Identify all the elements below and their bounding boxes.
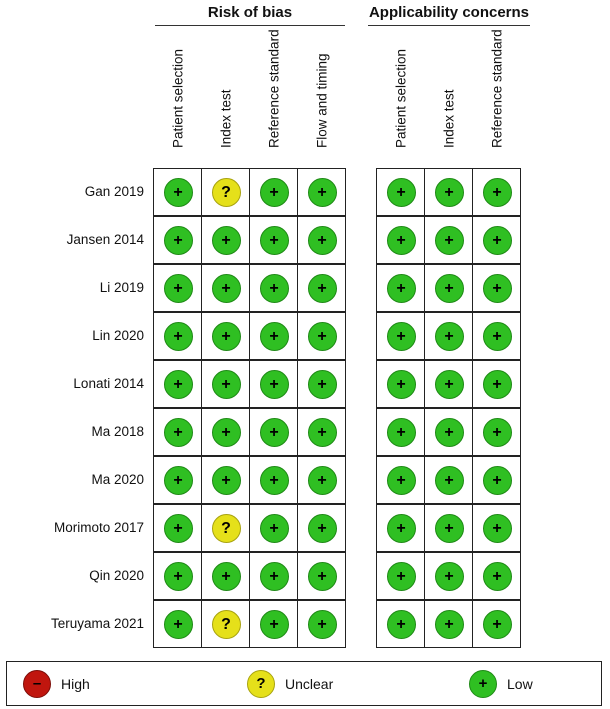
cell-risk-6-3 xyxy=(297,456,346,504)
cell-applicability-5-1 xyxy=(424,408,473,456)
study-label: Jansen 2014 xyxy=(66,232,144,247)
unclear-risk-icon: ? xyxy=(212,514,241,543)
low-risk-icon: + xyxy=(260,226,289,255)
low-risk-icon: + xyxy=(164,178,193,207)
cell-applicability-7-1 xyxy=(424,504,473,552)
low-risk-icon: + xyxy=(387,466,416,495)
low-risk-icon: + xyxy=(212,322,241,351)
risk-of-bias-title: Risk of bias xyxy=(207,4,293,21)
low-risk-icon: + xyxy=(308,322,337,351)
column-header-label: Flow and timing xyxy=(314,53,329,148)
cell-applicability-9-0 xyxy=(376,600,425,648)
low-risk-icon: + xyxy=(260,562,289,591)
cell-risk-8-1 xyxy=(201,552,250,600)
cell-risk-0-0 xyxy=(153,168,202,216)
cell-risk-9-2 xyxy=(249,600,298,648)
study-label: Qin 2020 xyxy=(89,568,144,583)
low-risk-icon: + xyxy=(308,418,337,447)
cell-risk-2-2 xyxy=(249,264,298,312)
low-risk-icon: + xyxy=(483,514,512,543)
low-risk-icon: + xyxy=(483,418,512,447)
low-risk-icon: + xyxy=(308,466,337,495)
low-risk-icon: + xyxy=(164,226,193,255)
cell-applicability-6-2 xyxy=(472,456,521,504)
cell-risk-9-1 xyxy=(201,600,250,648)
cell-risk-8-0 xyxy=(153,552,202,600)
column-header-risk_of_bias-1 xyxy=(201,30,250,163)
unclear-risk-icon: ? xyxy=(212,610,241,639)
cell-risk-1-2 xyxy=(249,216,298,264)
cell-applicability-1-0 xyxy=(376,216,425,264)
low-risk-icon: + xyxy=(260,610,289,639)
cell-risk-3-3 xyxy=(297,312,346,360)
cell-applicability-5-2 xyxy=(472,408,521,456)
cell-applicability-6-0 xyxy=(376,456,425,504)
low-risk-icon: + xyxy=(164,466,193,495)
low-risk-icon: + xyxy=(260,178,289,207)
low-risk-icon: + xyxy=(260,370,289,399)
study-label: Ma 2020 xyxy=(91,472,144,487)
applicability-line xyxy=(368,25,530,26)
low-risk-icon: + xyxy=(483,562,512,591)
legend-label: Low xyxy=(507,675,533,692)
legend-item-low xyxy=(469,662,533,705)
cell-applicability-9-1 xyxy=(424,600,473,648)
low-risk-icon: + xyxy=(308,178,337,207)
legend-item-high xyxy=(23,662,90,705)
cell-applicability-3-0 xyxy=(376,312,425,360)
low-risk-icon: + xyxy=(387,562,416,591)
study-label: Gan 2019 xyxy=(84,184,144,199)
cell-applicability-3-2 xyxy=(472,312,521,360)
cell-applicability-2-0 xyxy=(376,264,425,312)
low-risk-icon: + xyxy=(435,514,464,543)
column-header-label: Index test xyxy=(441,89,456,148)
low-risk-icon: + xyxy=(483,466,512,495)
low-risk-icon: + xyxy=(387,610,416,639)
low-risk-icon: + xyxy=(435,370,464,399)
low-risk-icon: + xyxy=(212,466,241,495)
cell-applicability-0-0 xyxy=(376,168,425,216)
study-label: Lin 2020 xyxy=(92,328,144,343)
low-risk-icon: + xyxy=(435,178,464,207)
cell-risk-7-1 xyxy=(201,504,250,552)
cell-risk-6-0 xyxy=(153,456,202,504)
cell-risk-4-3 xyxy=(297,360,346,408)
cell-risk-4-1 xyxy=(201,360,250,408)
low-legend-icon: + xyxy=(469,670,497,698)
low-risk-icon: + xyxy=(308,274,337,303)
cell-risk-2-1 xyxy=(201,264,250,312)
cell-risk-2-3 xyxy=(297,264,346,312)
study-label: Li 2019 xyxy=(99,280,144,295)
cell-applicability-7-2 xyxy=(472,504,521,552)
unclear-risk-icon: ? xyxy=(212,178,241,207)
low-risk-icon: + xyxy=(164,514,193,543)
low-risk-icon: + xyxy=(435,562,464,591)
study-label: Morimoto 2017 xyxy=(53,520,144,535)
legend-label: Unclear xyxy=(285,675,334,692)
low-risk-icon: + xyxy=(164,562,193,591)
cell-applicability-0-1 xyxy=(424,168,473,216)
column-header-label: Reference standard xyxy=(489,29,504,148)
cell-risk-6-2 xyxy=(249,456,298,504)
low-risk-icon: + xyxy=(308,370,337,399)
column-header-risk_of_bias-3 xyxy=(297,30,346,163)
low-risk-icon: + xyxy=(483,610,512,639)
cell-applicability-4-1 xyxy=(424,360,473,408)
low-risk-icon: + xyxy=(260,418,289,447)
column-header-applicability-0 xyxy=(376,30,425,163)
cell-risk-5-3 xyxy=(297,408,346,456)
low-risk-icon: + xyxy=(260,466,289,495)
low-risk-icon: + xyxy=(435,466,464,495)
cell-applicability-2-1 xyxy=(424,264,473,312)
cell-risk-0-1 xyxy=(201,168,250,216)
low-risk-icon: + xyxy=(260,274,289,303)
cell-risk-8-3 xyxy=(297,552,346,600)
low-risk-icon: + xyxy=(387,178,416,207)
low-risk-icon: + xyxy=(164,322,193,351)
column-header-applicability-2 xyxy=(472,30,521,163)
cell-risk-5-1 xyxy=(201,408,250,456)
cell-risk-9-3 xyxy=(297,600,346,648)
cell-applicability-8-0 xyxy=(376,552,425,600)
low-risk-icon: + xyxy=(308,610,337,639)
low-risk-icon: + xyxy=(387,274,416,303)
risk-of-bias-line xyxy=(155,25,345,26)
cell-risk-7-2 xyxy=(249,504,298,552)
low-risk-icon: + xyxy=(212,226,241,255)
low-risk-icon: + xyxy=(212,370,241,399)
cell-risk-4-0 xyxy=(153,360,202,408)
low-risk-icon: + xyxy=(308,514,337,543)
cell-risk-3-0 xyxy=(153,312,202,360)
low-risk-icon: + xyxy=(435,226,464,255)
cell-risk-3-2 xyxy=(249,312,298,360)
study-label: Ma 2018 xyxy=(91,424,144,439)
column-header-risk_of_bias-0 xyxy=(153,30,202,163)
high-legend-icon: – xyxy=(23,670,51,698)
cell-applicability-1-2 xyxy=(472,216,521,264)
cell-risk-0-2 xyxy=(249,168,298,216)
cell-applicability-0-2 xyxy=(472,168,521,216)
cell-applicability-7-0 xyxy=(376,504,425,552)
cell-risk-9-0 xyxy=(153,600,202,648)
low-risk-icon: + xyxy=(483,178,512,207)
low-risk-icon: + xyxy=(260,322,289,351)
cell-risk-8-2 xyxy=(249,552,298,600)
cell-risk-7-0 xyxy=(153,504,202,552)
cell-risk-1-3 xyxy=(297,216,346,264)
low-risk-icon: + xyxy=(212,562,241,591)
low-risk-icon: + xyxy=(435,610,464,639)
cell-applicability-4-0 xyxy=(376,360,425,408)
column-header-label: Index test xyxy=(218,89,233,148)
low-risk-icon: + xyxy=(483,226,512,255)
low-risk-icon: + xyxy=(308,562,337,591)
low-risk-icon: + xyxy=(260,514,289,543)
low-risk-icon: + xyxy=(483,370,512,399)
column-header-label: Patient selection xyxy=(393,48,408,148)
low-risk-icon: + xyxy=(308,226,337,255)
cell-applicability-4-2 xyxy=(472,360,521,408)
low-risk-icon: + xyxy=(387,226,416,255)
low-risk-icon: + xyxy=(483,322,512,351)
column-header-risk_of_bias-2 xyxy=(249,30,298,163)
cell-applicability-6-1 xyxy=(424,456,473,504)
cell-risk-2-0 xyxy=(153,264,202,312)
low-risk-icon: + xyxy=(164,370,193,399)
cell-risk-7-3 xyxy=(297,504,346,552)
column-header-label: Patient selection xyxy=(170,48,185,148)
cell-risk-5-2 xyxy=(249,408,298,456)
low-risk-icon: + xyxy=(212,418,241,447)
cell-risk-0-3 xyxy=(297,168,346,216)
low-risk-icon: + xyxy=(435,322,464,351)
cell-risk-1-1 xyxy=(201,216,250,264)
cell-risk-5-0 xyxy=(153,408,202,456)
unclear-legend-icon: ? xyxy=(247,670,275,698)
cell-risk-4-2 xyxy=(249,360,298,408)
cell-applicability-8-2 xyxy=(472,552,521,600)
column-header-label: Reference standard xyxy=(266,29,281,148)
low-risk-icon: + xyxy=(164,418,193,447)
cell-risk-6-1 xyxy=(201,456,250,504)
cell-risk-3-1 xyxy=(201,312,250,360)
cell-applicability-9-2 xyxy=(472,600,521,648)
low-risk-icon: + xyxy=(387,418,416,447)
cell-risk-1-0 xyxy=(153,216,202,264)
legend-label: High xyxy=(61,675,90,692)
low-risk-icon: + xyxy=(387,514,416,543)
cell-applicability-5-0 xyxy=(376,408,425,456)
study-label: Lonati 2014 xyxy=(73,376,144,391)
applicability-title: Applicability concerns xyxy=(368,4,530,21)
cell-applicability-1-1 xyxy=(424,216,473,264)
low-risk-icon: + xyxy=(212,274,241,303)
low-risk-icon: + xyxy=(435,418,464,447)
legend-item-unclear xyxy=(247,662,333,705)
low-risk-icon: + xyxy=(483,274,512,303)
study-label: Teruyama 2021 xyxy=(50,616,144,631)
low-risk-icon: + xyxy=(164,610,193,639)
low-risk-icon: + xyxy=(164,274,193,303)
low-risk-icon: + xyxy=(387,370,416,399)
cell-applicability-3-1 xyxy=(424,312,473,360)
cell-applicability-8-1 xyxy=(424,552,473,600)
cell-applicability-2-2 xyxy=(472,264,521,312)
column-header-applicability-1 xyxy=(424,30,473,163)
low-risk-icon: + xyxy=(387,322,416,351)
legend xyxy=(6,661,602,706)
low-risk-icon: + xyxy=(435,274,464,303)
